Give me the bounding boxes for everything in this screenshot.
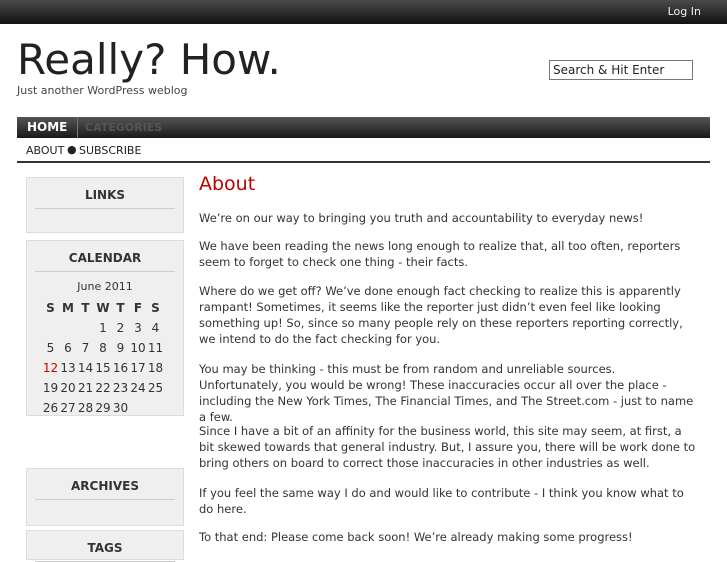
- calendar-heading: CALENDAR: [35, 241, 175, 272]
- calendar-day: 17: [130, 361, 146, 375]
- calendar-weekday: S: [151, 301, 160, 315]
- calendar-weekday: M: [62, 301, 74, 315]
- calendar-weekday: F: [133, 301, 143, 315]
- calendar-day: 13: [60, 361, 76, 375]
- calendar-day: 28: [77, 401, 94, 415]
- links-widget: [26, 177, 184, 233]
- bullet-icon: ●: [67, 143, 77, 156]
- archives-heading: ARCHIVES: [35, 469, 175, 500]
- site-title[interactable]: Really? How.: [17, 35, 281, 84]
- calendar-day: 20: [60, 381, 76, 395]
- main-nav: [17, 117, 710, 138]
- nav-home[interactable]: HOME: [17, 117, 78, 138]
- nav-categories[interactable]: CATEGORIES: [85, 121, 163, 134]
- calendar-weekday: T: [81, 301, 90, 315]
- top-bar: [0, 0, 727, 24]
- calendar-day: 10: [130, 341, 146, 355]
- post-paragraph: We’re on our way to bringing you truth and accountability to everyday news!: [199, 211, 644, 225]
- post-title[interactable]: About: [199, 173, 256, 195]
- post-paragraph: We have been reading the news long enough to realize that, all too often, reporters seem to forget to check one thing - their facts.: [199, 239, 681, 269]
- search-input[interactable]: [549, 60, 693, 80]
- nav-about[interactable]: ABOUT: [26, 144, 65, 157]
- calendar-day: 22: [95, 381, 111, 395]
- calendar-day: 14: [77, 361, 94, 375]
- calendar-day: 4: [151, 321, 160, 335]
- calendar-day: 24: [130, 381, 146, 395]
- calendar-day: 2: [116, 321, 125, 335]
- tags-widget: [26, 530, 184, 560]
- login-link[interactable]: Log In: [667, 5, 701, 18]
- calendar-day: 11: [147, 341, 164, 355]
- calendar-day: 30: [112, 401, 129, 415]
- calendar-day: 12: [42, 361, 59, 375]
- calendar-day: 16: [112, 361, 129, 375]
- calendar-day: 27: [60, 401, 76, 415]
- calendar-widget: [26, 240, 184, 416]
- post-paragraph: Where do we get off? We’ve done enough fact checking to realize this is apparently rampant! Sometimes, it seems like the reporter just didn’t even feel like looking something up! So, since so many people rely on these reporters reporting correctly, we intend to do the fact checking for you.: [199, 284, 683, 346]
- calendar-weekday: S: [46, 301, 55, 315]
- calendar-caption: June 2011: [77, 280, 133, 293]
- calendar-day: 18: [147, 361, 164, 375]
- calendar-day: 19: [42, 381, 59, 395]
- calendar-day: 26: [42, 401, 59, 415]
- calendar-day: 25: [147, 381, 164, 395]
- archives-widget: [26, 468, 184, 526]
- calendar-day: 6: [64, 341, 72, 355]
- site-tagline: Just another WordPress weblog: [17, 84, 188, 97]
- tags-heading: TAGS: [35, 531, 175, 562]
- calendar-day: 9: [116, 341, 125, 355]
- calendar-day: 15: [95, 361, 111, 375]
- calendar-day: 29: [95, 401, 111, 415]
- calendar-day: 5: [46, 341, 55, 355]
- post-paragraph: Since I have a bit of an affinity for the business world, this site may seem, at first, a bit skewed towards that general industry. But, I assure you, there will be work done to bring others on board to correct those inaccuracies in other industries as well.: [199, 424, 696, 470]
- page-nav: [17, 139, 710, 163]
- calendar-weekday: W: [96, 301, 110, 315]
- nav-subscribe[interactable]: SUBSCRIBE: [79, 144, 142, 157]
- calendar-weekday: T: [116, 301, 125, 315]
- calendar-day: 23: [112, 381, 129, 395]
- calendar-day: 3: [134, 321, 142, 335]
- post-content: [199, 173, 699, 544]
- links-heading: LINKS: [35, 178, 175, 209]
- calendar-day: 21: [77, 381, 94, 395]
- post-paragraph: To that end: Please come back soon! We’re already making some progress!: [199, 530, 633, 544]
- calendar-day: 8: [99, 341, 107, 355]
- post-paragraph: You may be thinking - this must be from random and unreliable sources. Unfortunately, you would be wrong! These inaccuracies occur all over the place - including the New York Times, The Financial Times, and The Street.com - just to name a few.: [199, 362, 694, 424]
- post-paragraph: If you feel the same way I do and would like to contribute - I think you know what to do here.: [199, 486, 684, 516]
- calendar-day: 7: [81, 341, 90, 355]
- calendar-day: 1: [99, 321, 107, 335]
